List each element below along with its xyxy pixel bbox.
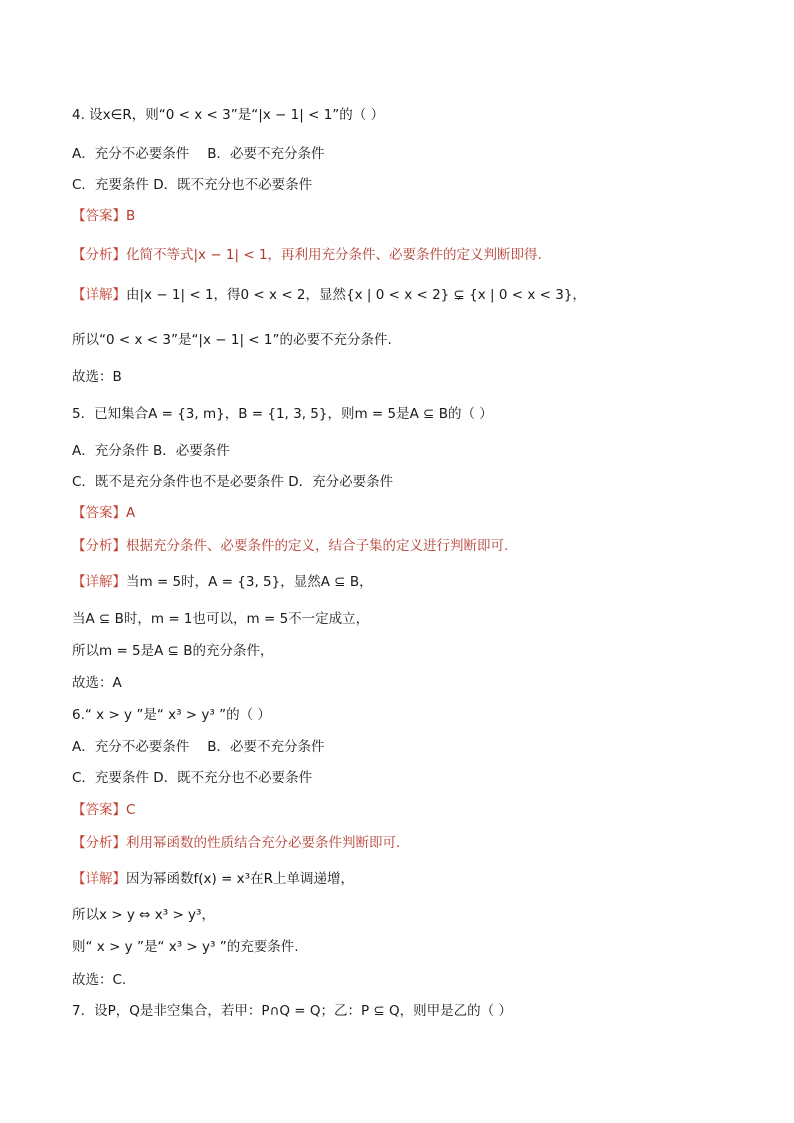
q6-options-row-2: C．充要条件 D．既不充分也不必要条件 <box>72 770 313 786</box>
q6-choose: 故选：C. <box>72 972 127 988</box>
q4-option-a: A．充分不必要条件 <box>72 146 190 162</box>
analysis-label: 【分析】 <box>72 538 126 554</box>
q6-answer <box>72 800 135 820</box>
analysis-label: 【分析】 <box>72 835 126 851</box>
answer-label: 【答案】 <box>72 505 126 521</box>
q5-detail-2: 当A ⊆ B时，m = 1也可以，m = 5不一定成立， <box>72 611 370 627</box>
q6-stem: 6.“ x > y ”是“ x³ > y³ ”的（ ） <box>72 707 271 723</box>
answer-value: A <box>126 505 136 521</box>
detail-label: 【详解】 <box>72 871 126 887</box>
q6-analysis <box>72 833 400 853</box>
q6-options-row-1 <box>72 737 325 757</box>
q5-detail <box>72 572 373 592</box>
q4-options-row-2: C．充要条件 D．既不充分也不必要条件 <box>72 177 313 193</box>
q4-detail-2: 所以“0 < x < 3”是“|x − 1| < 1”的必要不充分条件. <box>72 332 392 348</box>
q6-detail-3: 则“ x > y ”是“ x³ > y³ ”的充要条件. <box>72 939 299 955</box>
answer-label: 【答案】 <box>72 802 126 818</box>
q6-detail-2: 所以x > y ⇔ x³ > y³， <box>72 907 215 923</box>
q4-answer <box>72 206 135 226</box>
q5-stem: 5．已知集合A = {3, m}，B = {1, 3, 5}，则m = 5是A ⊆ B的（ ） <box>72 406 493 422</box>
q4-option-b: B．必要不充分条件 <box>207 146 325 162</box>
answer-label: 【答案】 <box>72 208 126 224</box>
q4-analysis <box>72 245 542 265</box>
q5-choose: 故选：A <box>72 675 122 691</box>
analysis-text: 根据充分条件、必要条件的定义，结合子集的定义进行判断即可. <box>126 538 509 554</box>
q5-options-row-2: C．既不是充分条件也不是必要条件 D．充分必要条件 <box>72 474 394 490</box>
analysis-text: 化简不等式|x − 1| < 1，再利用充分条件、必要条件的定义判断即得. <box>126 247 542 263</box>
detail-text: 由|x − 1| < 1，得0 < x < 2，显然{x | 0 < x < 2} ⊊ {x | 0 < x < 3}， <box>126 287 586 303</box>
q5-options-row-1: A．充分条件 B．必要条件 <box>72 443 230 459</box>
detail-text: 因为幂函数f(x) = x³在R上单调递增， <box>126 871 354 887</box>
analysis-text: 利用幂函数的性质结合充分必要条件判断即可. <box>126 835 401 851</box>
q4-options-row-1 <box>72 144 325 164</box>
q5-answer <box>72 503 135 523</box>
q4-choose: 故选：B <box>72 369 122 385</box>
q6-option-a: A．充分不必要条件 <box>72 739 190 755</box>
q4-detail <box>72 285 586 305</box>
answer-value: C <box>126 802 136 818</box>
detail-text: 当m = 5时，A = {3, 5}，显然A ⊆ B， <box>126 574 373 590</box>
detail-label: 【详解】 <box>72 574 126 590</box>
q4-stem: 4. 设x∈R，则“0 < x < 3”是“|x − 1| < 1”的（ ） <box>72 107 385 123</box>
analysis-label: 【分析】 <box>72 247 126 263</box>
q5-detail-3: 所以m = 5是A ⊆ B的充分条件， <box>72 643 274 659</box>
answer-value: B <box>126 208 136 224</box>
q6-option-b: B．必要不充分条件 <box>207 739 325 755</box>
q7-stem: 7．设P，Q是非空集合，若甲：P∩Q = Q；乙：P ⊆ Q，则甲是乙的（ ） <box>72 1003 512 1019</box>
q5-analysis <box>72 536 508 556</box>
detail-label: 【详解】 <box>72 287 126 303</box>
q6-detail <box>72 869 354 889</box>
